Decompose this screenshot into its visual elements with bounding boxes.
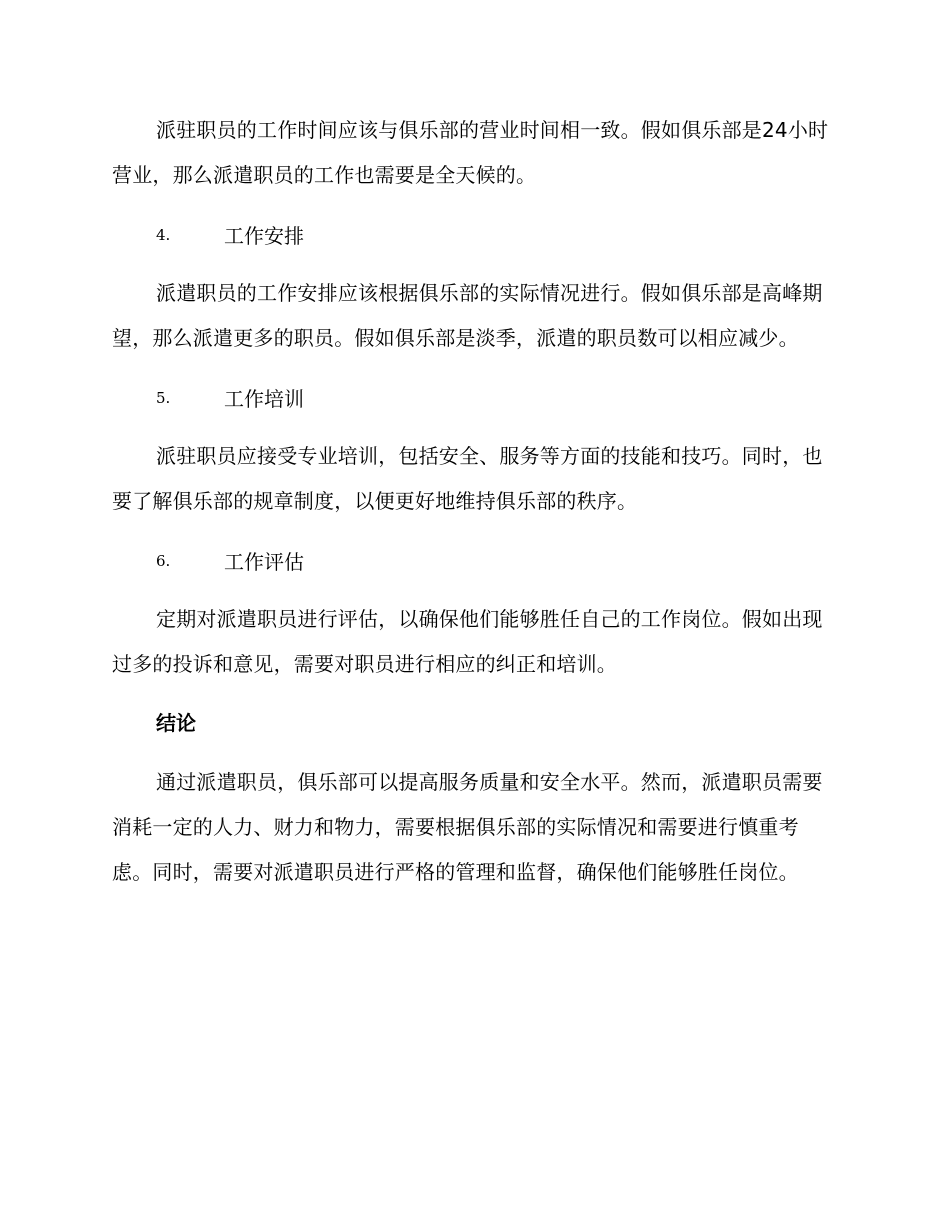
paragraph-training: 派驻职员应接受专业培训，包括安全、服务等方面的技能和技巧。同时，也要了解俱乐部的规章制度，以便更好地维持俱乐部的秩序。 <box>112 444 823 513</box>
section-number-5: 5. <box>156 388 171 407</box>
section-title-5: 工作培训 <box>224 387 304 411</box>
section-title-6: 工作评估 <box>224 550 304 574</box>
document-body <box>112 108 838 909</box>
section-heading-6 <box>112 538 838 583</box>
paragraph-work-hours: 派驻职员的工作时间应该与俱乐部的营业时间相一致。假如俱乐部是24小时营业，那么派遣职员的工作也需要是全天候的。 <box>112 118 829 187</box>
section-number-4: 4. <box>156 225 171 244</box>
section-number-6: 6. <box>156 551 171 570</box>
conclusion-heading: 结论 <box>156 711 196 735</box>
section-heading-4 <box>112 212 838 257</box>
paragraph-conclusion: 通过派遣职员，俱乐部可以提高服务质量和安全水平。然而，派遣职员需要消耗一定的人力、财力和物力，需要根据俱乐部的实际情况和需要进行慎重考虑。同时，需要对派遣职员进行严格的管理和监督，确保他们能够胜任岗位。 <box>112 770 823 884</box>
paragraph-evaluation: 定期对派遣职员进行评估，以确保他们能够胜任自己的工作岗位。假如出现过多的投诉和意见，需要对职员进行相应的纠正和培训。 <box>112 607 823 676</box>
section-title-4: 工作安排 <box>224 224 304 248</box>
section-heading-5 <box>112 375 838 420</box>
paragraph-arrangement: 派遣职员的工作安排应该根据俱乐部的实际情况进行。假如俱乐部是高峰期望，那么派遣更多的职员。假如俱乐部是淡季，派遣的职员数可以相应减少。 <box>112 281 823 350</box>
